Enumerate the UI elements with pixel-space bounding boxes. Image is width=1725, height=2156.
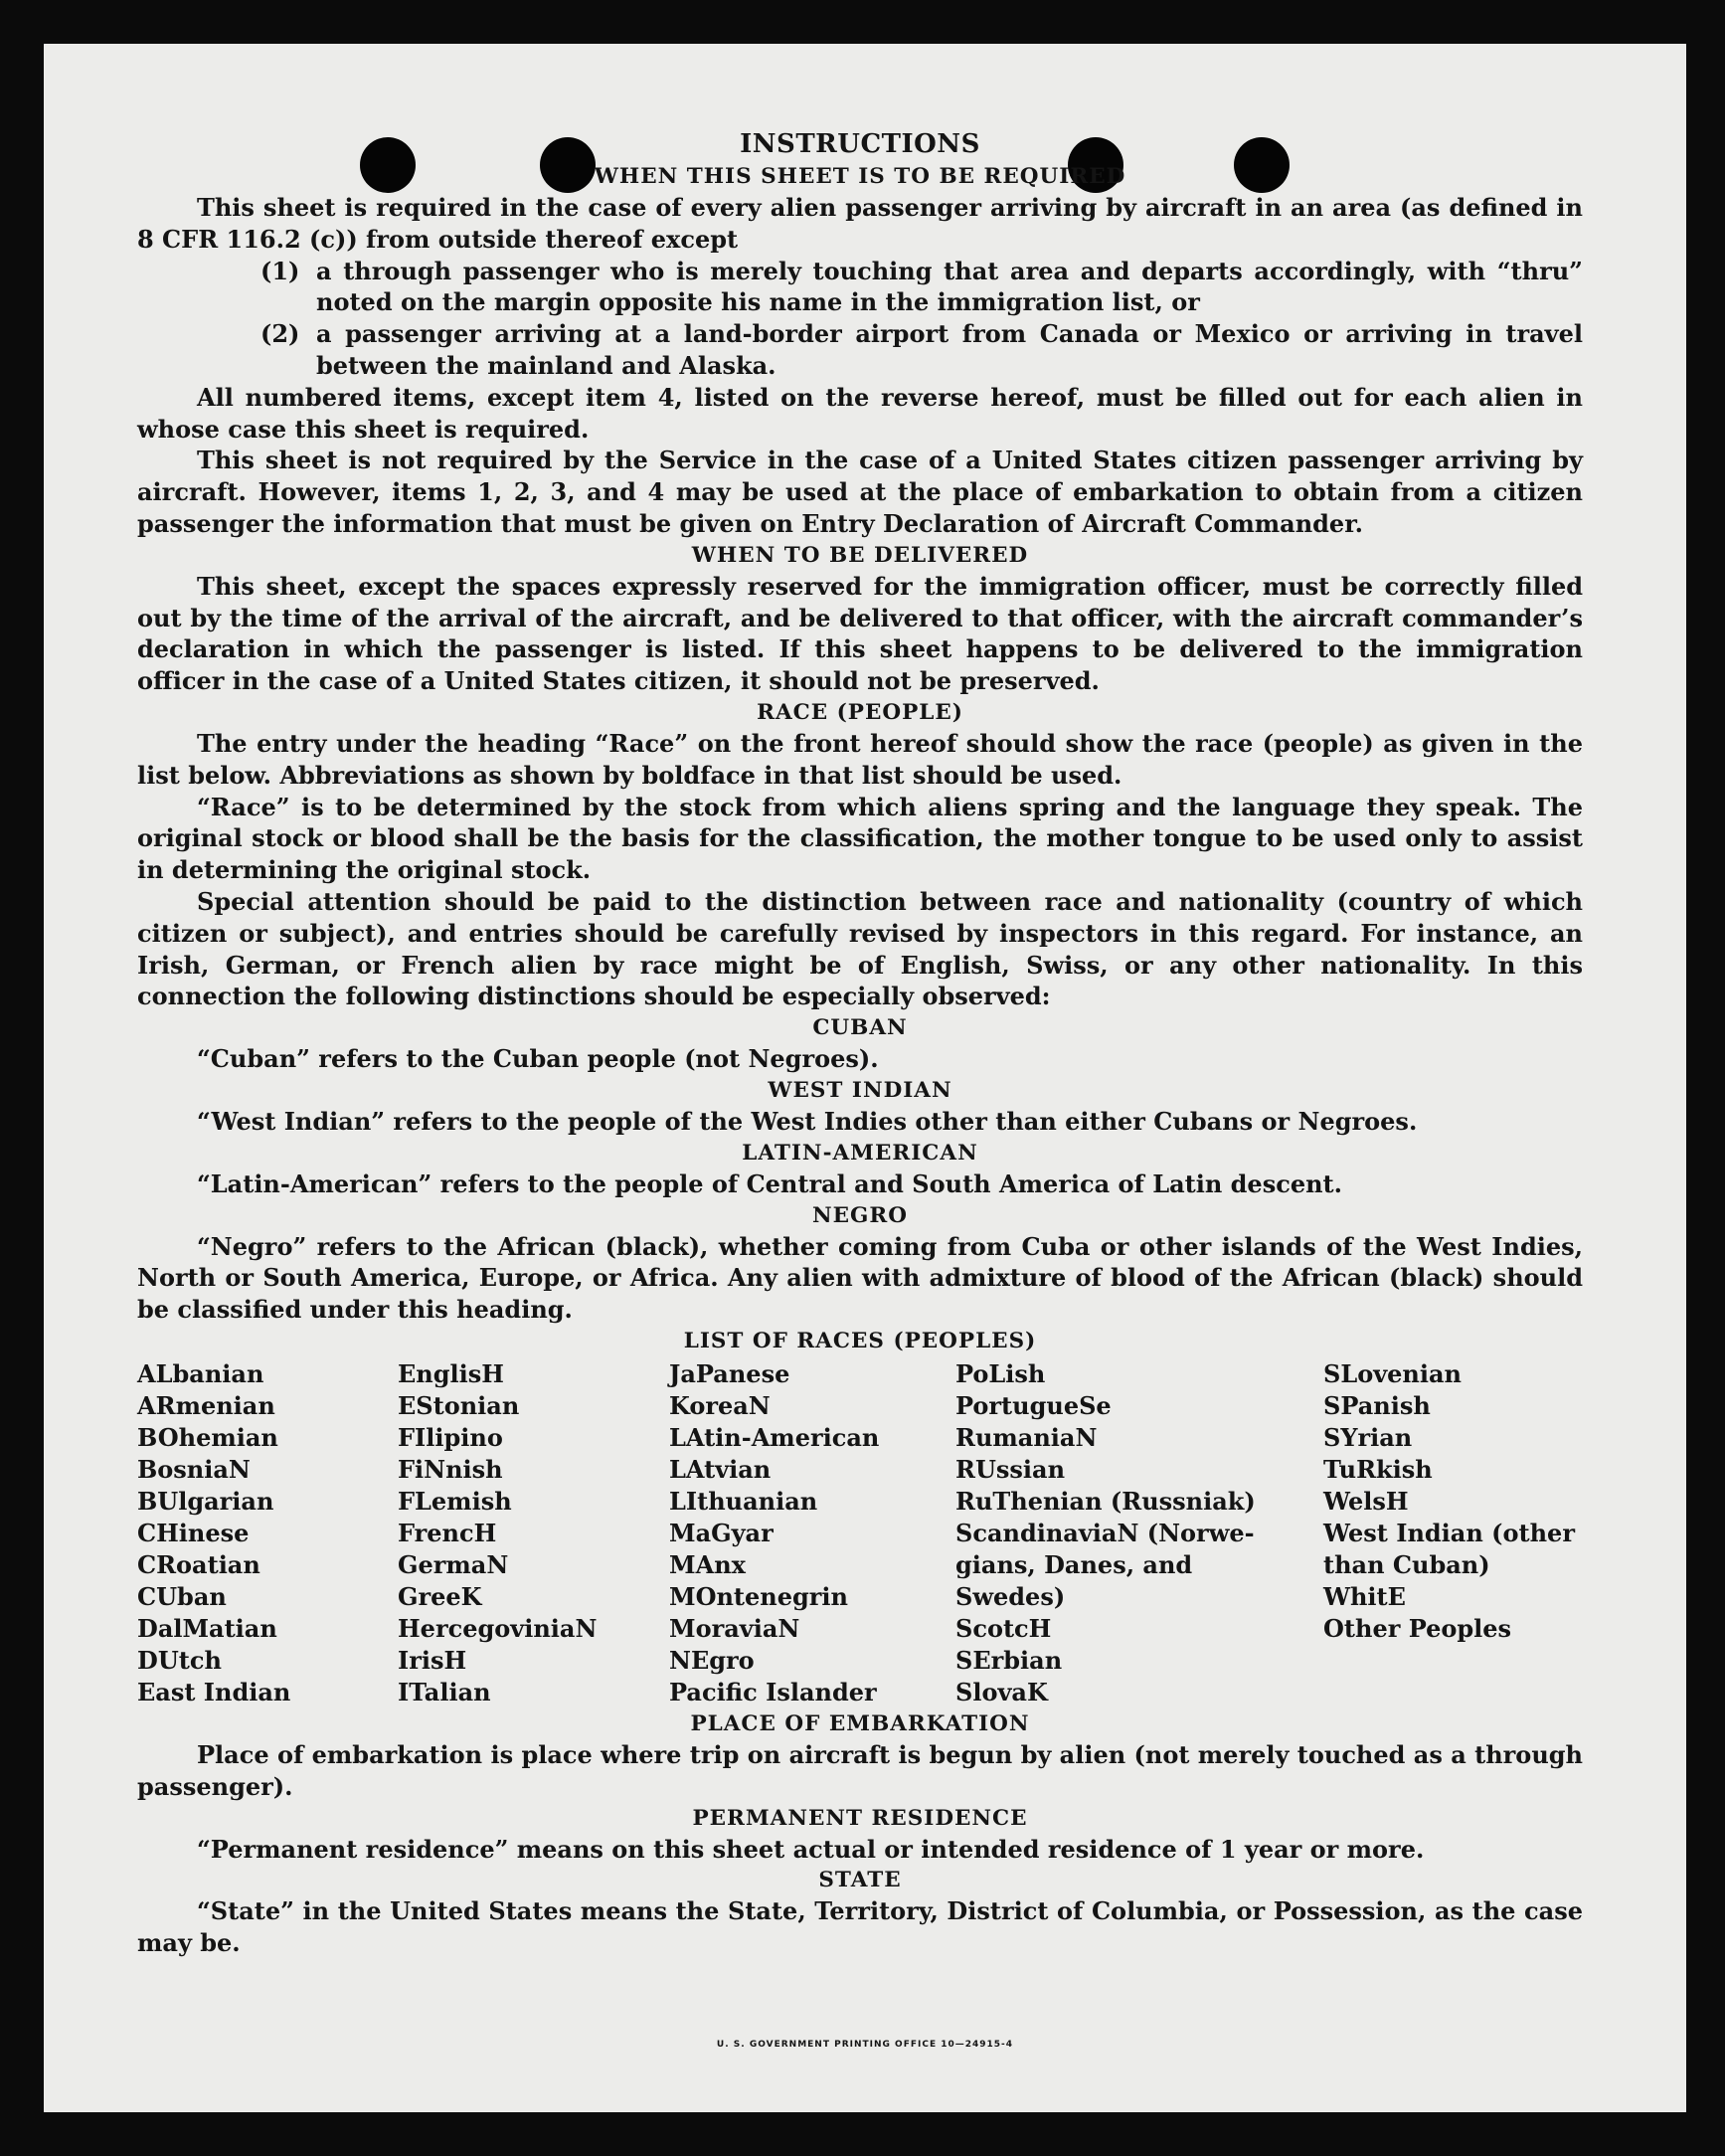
race-entry: Other Peoples <box>1323 1613 1512 1643</box>
race-entry: MAnx <box>669 1549 746 1579</box>
paragraph: “Cuban” refers to the Cuban people (not Negroes). <box>197 1044 879 1074</box>
paragraph: “West Indian” refers to the people of the West Indies other than either Cubans or Negroes. <box>197 1106 1418 1136</box>
paragraph: “Negro” refers to the African (black), whether coming from Cuba or other islands of the West Indies, North or South America, Europe, or Africa. Any alien with admixture of blood of the African (black) should be classified under this heading. <box>137 1231 1583 1325</box>
race-entry: RuThenian (Russniak) <box>955 1486 1256 1516</box>
paragraph: This sheet, except the spaces expressly reserved for the immigration officer, must be correctly filled out by the time of the arrival of the aircraft, and be delivered to that officer, with the aircraft commander’s declaration in which the passenger is listed. If this sheet happens to be delivered to the immigration officer in the case of a United States citizen, it should not be preserved. <box>137 571 1583 696</box>
race-entry: FiNnish <box>398 1454 503 1484</box>
race-entry: SYrian <box>1323 1422 1413 1452</box>
race-entry: WhitE <box>1323 1581 1406 1611</box>
race-entry: than Cuban) <box>1323 1549 1490 1579</box>
paragraph: Special attention should be paid to the distinction between race and nationality (country of which citizen or subject), and entries should be carefully revised by inspectors in this regard. For instance, an Irish, German, or French alien by race might be of English, Swiss, or any other nationality. In this connection the following distinctions should be especially observed: <box>137 886 1583 1011</box>
race-entry: IrisH <box>398 1645 467 1675</box>
heading-embarkation: PLACE OF EMBARKATION <box>690 1710 1030 1736</box>
race-entry: West Indian (other <box>1323 1518 1575 1547</box>
race-entry: CUban <box>137 1581 227 1611</box>
item-text: a passenger arriving at a land-border airport from Canada or Mexico or arriving in travel between the mainland and Alaska. <box>316 319 1583 380</box>
item-text: a through passenger who is merely touching that area and departs accordingly, with “thru” noted on the margin opposite his name in the immigration list, or <box>316 256 1583 317</box>
race-entry: GreeK <box>398 1581 482 1611</box>
race-entry: CRoatian <box>137 1549 260 1579</box>
races-column <box>1323 1358 1583 1708</box>
heading-latin-american: LATIN-AMERICAN <box>742 1140 978 1166</box>
race-entry: SLovenian <box>1323 1358 1462 1388</box>
race-entry: TuRkish <box>1323 1454 1433 1484</box>
race-entry: ScotcH <box>955 1613 1052 1643</box>
race-entry: ARmenian <box>137 1390 275 1420</box>
list-item <box>137 318 1583 382</box>
heading-cuban: CUBAN <box>812 1015 908 1041</box>
heading-when-delivered: WHEN TO BE DELIVERED <box>691 542 1029 568</box>
race-entry: RumaniaN <box>955 1422 1098 1452</box>
race-entry: CHinese <box>137 1518 250 1547</box>
races-list <box>137 1358 1583 1708</box>
paragraph: Place of embarkation is place where trip on aircraft is begun by alien (not merely touched as a through passenger). <box>137 1739 1583 1801</box>
race-entry: ALbanian <box>137 1358 264 1388</box>
races-column <box>137 1358 398 1708</box>
heading-state: STATE <box>818 1868 902 1893</box>
paragraph: “Race” is to be determined by the stock from which aliens spring and the language they speak. The original stock or blood shall be the basis for the classification, the mother tongue to be used only to assist in determining the original stock. <box>137 792 1583 885</box>
heading-when-required: WHEN THIS SHEET IS TO BE REQUIRED <box>594 164 1126 189</box>
races-column <box>955 1358 1323 1708</box>
paragraph: “Latin-American” refers to the people of Central and South America of Latin descent. <box>197 1168 1342 1198</box>
race-entry: MOntenegrin <box>669 1581 848 1611</box>
item-number: (1) <box>260 256 300 285</box>
heading-list-of-races: LIST OF RACES (PEOPLES) <box>683 1328 1037 1353</box>
heading-permanent-residence: PERMANENT RESIDENCE <box>692 1805 1028 1831</box>
race-entry: FIlipino <box>398 1422 503 1452</box>
race-entry: FrencH <box>398 1518 497 1547</box>
paragraph: The entry under the heading “Race” on the front hereof should show the race (people) as given in the list below. Abbreviations as shown by boldface in that list should be used. <box>137 728 1583 790</box>
race-entry: ITalian <box>398 1677 491 1707</box>
race-entry: EnglisH <box>398 1358 504 1388</box>
race-entry: BUlgarian <box>137 1486 274 1516</box>
list-item <box>137 256 1583 319</box>
race-entry: KoreaN <box>669 1390 771 1420</box>
paragraph: “Permanent residence” means on this sheet actual or intended residence of 1 year or more. <box>197 1834 1425 1864</box>
race-entry: FLemish <box>398 1486 512 1516</box>
heading-west-indian: WEST INDIAN <box>768 1077 952 1103</box>
race-entry: MaGyar <box>669 1518 774 1547</box>
race-entry: PoLish <box>955 1358 1046 1388</box>
race-entry: gians, Danes, and <box>955 1549 1193 1579</box>
heading-race: RACE (PEOPLE) <box>757 699 963 725</box>
race-entry: RUssian <box>955 1454 1066 1484</box>
race-entry: NEgro <box>669 1645 755 1675</box>
instructions-body <box>137 127 1583 1959</box>
race-entry: HercegoviniaN <box>398 1613 598 1643</box>
paragraph: “State” in the United States means the State, Territory, District of Columbia, or Possession, as the case may be. <box>137 1896 1583 1958</box>
race-entry: SPanish <box>1323 1390 1431 1420</box>
races-column <box>669 1358 955 1708</box>
race-entry: JaPanese <box>669 1358 790 1388</box>
race-entry: MoraviaN <box>669 1613 800 1643</box>
race-entry: BOhemian <box>137 1422 278 1452</box>
page-title: INSTRUCTIONS <box>740 129 980 159</box>
race-entry: SErbian <box>955 1645 1063 1675</box>
race-entry: EStonian <box>398 1390 520 1420</box>
race-entry: Pacific Islander <box>669 1677 877 1707</box>
race-entry: DalMatian <box>137 1613 277 1643</box>
race-entry: LAtin-American <box>669 1422 880 1452</box>
race-entry: WelsH <box>1323 1486 1409 1516</box>
heading-negro: NEGRO <box>812 1202 908 1228</box>
races-column <box>398 1358 669 1708</box>
race-entry: SlovaK <box>955 1677 1048 1707</box>
race-entry: LIthuanian <box>669 1486 818 1516</box>
paragraph: This sheet is not required by the Service in the case of a United States citizen passenger arriving by aircraft. However, items 1, 2, 3, and 4 may be used at the place of embarkation to obtain from a citizen passenger the information that must be given on Entry Declaration of Aircraft Commander. <box>137 446 1583 538</box>
printing-office-footer: U. S. GOVERNMENT PRINTING OFFICE 10—24915-4 <box>716 2040 1014 2050</box>
race-entry: BosniaN <box>137 1454 251 1484</box>
item-number: (2) <box>260 319 300 349</box>
race-entry: PortugueSe <box>955 1390 1112 1420</box>
paragraph: All numbered items, except item 4, listed on the reverse hereof, must be filled out for each alien in whose case this sheet is required. <box>137 382 1583 444</box>
paragraph: This sheet is required in the case of every alien passenger arriving by aircraft in an area (as defined in 8 CFR 116.2 (c)) from outside thereof except <box>137 193 1583 254</box>
race-entry: Swedes) <box>955 1581 1066 1611</box>
race-entry: ScandinaviaN (Norwe- <box>955 1518 1255 1547</box>
race-entry: GermaN <box>398 1549 509 1579</box>
race-entry: LAtvian <box>669 1454 772 1484</box>
race-entry: DUtch <box>137 1645 222 1675</box>
race-entry: East Indian <box>137 1677 291 1707</box>
